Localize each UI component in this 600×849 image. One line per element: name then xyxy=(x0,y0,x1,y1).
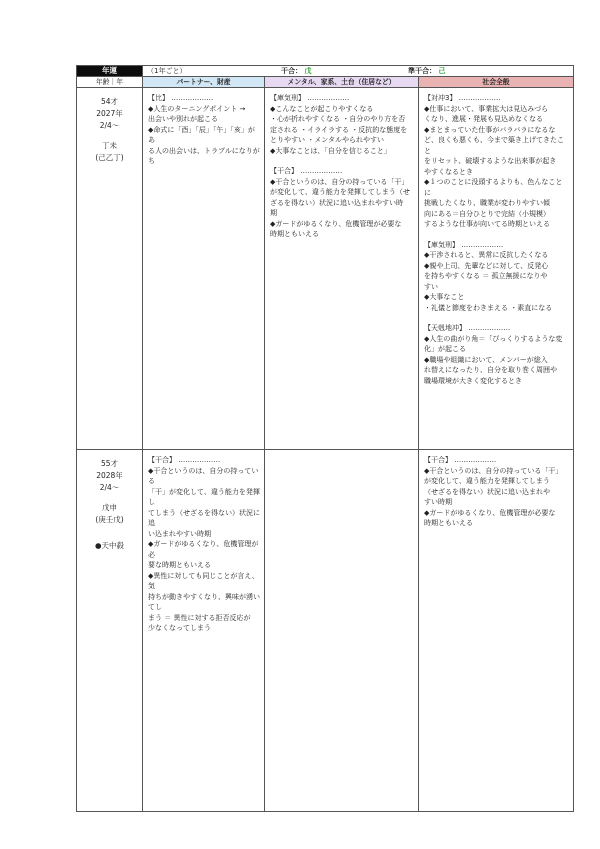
social-section xyxy=(424,240,569,314)
section-line: ◆人生のターニングポイント → xyxy=(148,104,246,113)
section-line: とりやすい ・メンタルやられやすい xyxy=(270,136,384,144)
section-line: （せざるを得ない）状況に追い込まれや xyxy=(424,487,550,496)
social-section xyxy=(424,93,569,230)
mental-section xyxy=(270,93,414,156)
section-line: ◆命式に「酉」「辰」「午」「亥」があ xyxy=(148,125,255,144)
section-line: る人の出会いは、トラブルになりが xyxy=(148,146,260,155)
section-line: やすくなるとき xyxy=(424,167,473,176)
social-section xyxy=(424,455,569,529)
header-row-2 xyxy=(77,77,574,88)
partner-cell xyxy=(143,450,265,812)
section-line: くなり、進展・発展も見込めなくなる xyxy=(424,115,543,123)
section-line: 定される ・イライラする ・反抗的な態度を xyxy=(270,125,408,134)
start-date: 2/4～ xyxy=(99,121,120,130)
nen-un-label: 年運 xyxy=(77,66,143,77)
fortune-table xyxy=(76,65,573,812)
section-line: ◆まとまっていた仕事がバラバラになるな xyxy=(424,125,556,134)
section-title: 【干合】 ……………… xyxy=(270,167,343,175)
section-line: が変化して、違う能力を発揮してしまう xyxy=(424,477,550,485)
section-line: ざるを得ない）状況に追い込まれやすい時 xyxy=(270,198,403,207)
section-line: が変化して、違う能力を発揮してしまう（せ xyxy=(270,188,410,196)
section-line: い込まれやすい時期 xyxy=(148,529,211,538)
section-line: 出会いや別れが起こる xyxy=(148,115,218,123)
social-column-header: 社会全般 xyxy=(419,77,574,88)
mental-column-header: メンタル、家系、土台（住居など） xyxy=(265,77,419,88)
section-line: ◆大事なことは、「自分を信じること」 xyxy=(270,146,391,155)
period-bar xyxy=(143,66,574,77)
section-line: ◆１つのことに没頭するよりも、色んなことに xyxy=(424,178,563,197)
jun-kangou xyxy=(408,66,445,76)
jun-kangou-value: 己 xyxy=(438,67,446,75)
partner-section xyxy=(148,93,260,167)
kangou-value: 戊 xyxy=(304,67,312,75)
partner-cell xyxy=(143,88,265,450)
section-line: 少なくなってしまう xyxy=(148,624,211,632)
section-line: ・礼儀と節度をわきまえる ・素直になる xyxy=(424,303,553,312)
section-line: ◆職場や組織において、メンバーが総入 xyxy=(424,355,548,364)
section-line: 職場環境が大きく変化するとき xyxy=(424,376,522,385)
header-row-1 xyxy=(77,66,574,77)
tenchusatsu-note: ●天中殺 xyxy=(94,541,125,550)
section-line: 向にある＝自分ひとりで完結（小規模） xyxy=(424,209,550,218)
section-line: 挑戦したくなり、職業が変わりやすい傾 xyxy=(424,199,550,207)
section-line: 化」が起こる xyxy=(424,345,466,353)
section-line: ち xyxy=(148,157,155,165)
section-line: てしまう（せざるを得ない）状況に追 xyxy=(148,508,260,527)
zoukan: (庚壬戊) xyxy=(95,515,124,524)
section-line: 要な時期ともいえる xyxy=(148,561,211,569)
section-title: 【比】 ……………… xyxy=(148,94,214,102)
kanshi: 戊申 xyxy=(102,503,117,512)
section-line: ◆異性に対しても同じことが言え、気 xyxy=(148,571,259,590)
section-line: 「干」が変化して、違う能力を発揮し xyxy=(148,487,260,506)
section-line: ◆干渉されると、異常に反抗したくなる xyxy=(424,251,549,259)
section-line: ◆大事なこと xyxy=(424,293,465,301)
section-line: ◆ガードがゆるくなり、危機管理が必 xyxy=(148,540,259,559)
section-title: 【庫気刑】 ……………… xyxy=(270,94,350,102)
section-title: 【干合】 ……………… xyxy=(424,456,497,464)
mental-cell xyxy=(265,450,419,812)
partner-column-header: パートナー、財産 xyxy=(143,77,265,88)
section-line: れ替えになったり、自分を取り巻く周囲や xyxy=(424,366,557,374)
section-line: ◆仕事において、事業拡大は見込みづら xyxy=(424,104,549,113)
section-line: ◆干合というのは、自分の持っている「干」 xyxy=(424,466,563,475)
kangou xyxy=(281,66,311,76)
annual-fortune-table xyxy=(76,65,574,812)
section-line: ◆こんなことが起こりやすくなる xyxy=(270,104,374,113)
section-line: まう ＝ 異性に対する拒否反応が xyxy=(148,613,251,622)
year: 2027年 xyxy=(96,109,123,118)
table-row xyxy=(77,450,574,812)
zoukan: (己乙丁) xyxy=(95,153,124,162)
section-line: ◆ガードがゆるくなり、危機管理が必要な xyxy=(424,508,556,517)
age-year-header: 年齢｜年 xyxy=(77,77,143,88)
age: 54才 xyxy=(100,97,119,106)
age-cell xyxy=(77,450,143,812)
social-section xyxy=(424,323,569,386)
section-title: 【対冲3】 ……………… xyxy=(424,94,501,102)
section-line: を持ちやすくなる ＝ 孤立無援になりや xyxy=(424,272,548,280)
year: 2028年 xyxy=(96,471,123,480)
age-cell xyxy=(77,88,143,450)
section-line: 期 xyxy=(270,209,277,217)
section-line: 持ちが動きやすくなり、興味が湧いてし xyxy=(148,592,260,611)
kangou-label: 干合： xyxy=(281,67,302,75)
period-text: （1年ごと） xyxy=(147,67,187,75)
section-line: ◆干合というのは、自分の持っている「干」 xyxy=(270,177,409,186)
section-line: ◆干合というのは、自分の持っている xyxy=(148,466,259,485)
social-cell xyxy=(419,450,574,812)
age: 55才 xyxy=(100,459,119,468)
section-line: ど、良くも悪くも、今まで築き上げてきたこと xyxy=(424,136,564,155)
mental-section xyxy=(270,166,414,240)
section-title: 【庫気刑】 ……………… xyxy=(424,240,504,249)
section-line: ◆ガードがゆるくなり、危機管理が必要な xyxy=(270,219,402,228)
section-line: すい xyxy=(424,282,438,291)
section-line: ・心が折れやすくなる ・自分のやり方を否 xyxy=(270,115,406,123)
section-title: 【天剋地冲】 ……………… xyxy=(424,324,511,332)
section-title: 【干合】 ……………… xyxy=(148,456,221,464)
start-date: 2/4～ xyxy=(99,483,120,492)
table-row xyxy=(77,88,574,450)
section-line: ◆親や上司、先輩などに対して、反発心 xyxy=(424,261,549,270)
section-line: すい時期 xyxy=(424,498,452,506)
social-cell xyxy=(419,88,574,450)
kanshi: 丁未 xyxy=(102,141,117,150)
section-line: 時期ともいえる xyxy=(424,519,473,527)
jun-kangou-label: 準干合： xyxy=(408,67,436,75)
partner-section xyxy=(148,455,260,634)
section-line: ◆人生の曲がり角＝「びっくりするような変 xyxy=(424,334,563,343)
section-line: するような仕事が向いてる時期といえる xyxy=(424,220,550,228)
mental-cell xyxy=(265,88,419,450)
section-line: 時期ともいえる xyxy=(270,230,319,238)
section-line: をリセット、破壊するような出来事が起き xyxy=(424,157,557,165)
